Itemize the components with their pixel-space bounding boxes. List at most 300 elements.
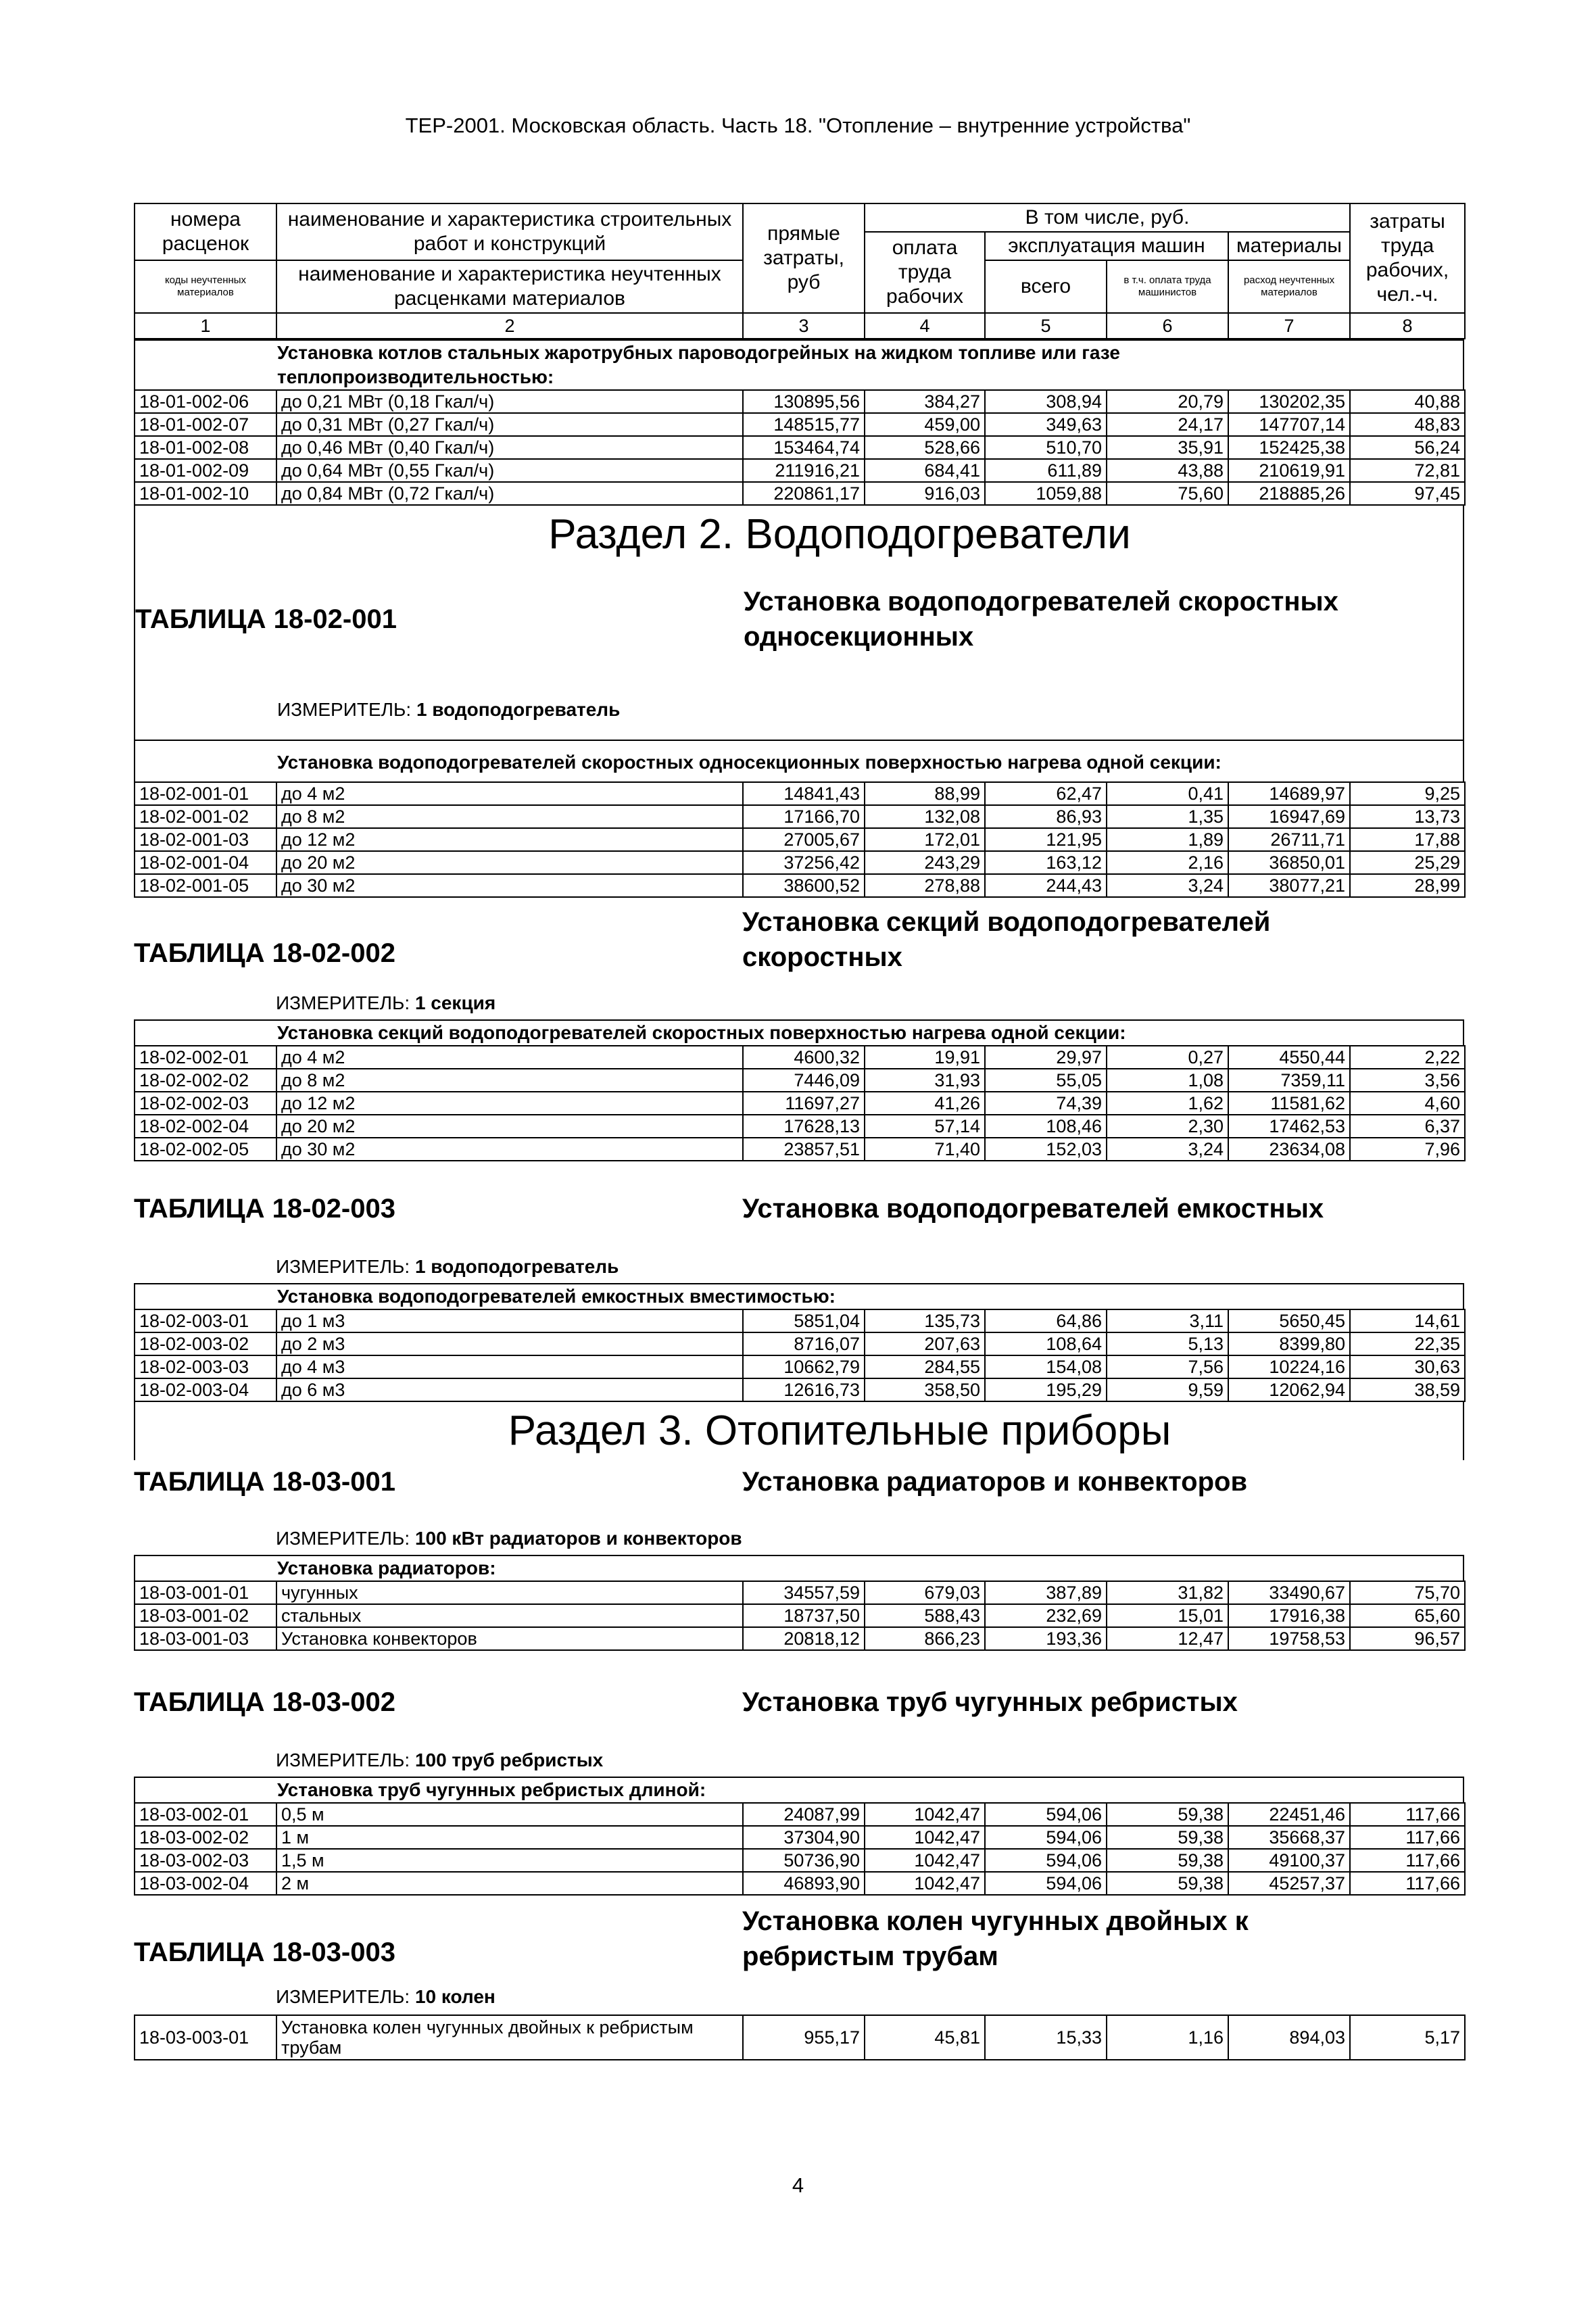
value-cell-c5: 510,70 [985, 436, 1107, 459]
work-name-cell: 1 м [276, 1826, 743, 1849]
value-cell-c8: 13,73 [1350, 805, 1465, 828]
value-cell-c3: 211916,21 [743, 459, 865, 482]
rate-code-cell: 18-01-002-09 [135, 459, 276, 482]
column-header [134, 203, 1466, 339]
value-cell-c3: 955,17 [743, 2015, 865, 2060]
value-cell-c5: 29,97 [985, 1046, 1107, 1069]
value-cell-c6: 12,47 [1107, 1627, 1228, 1650]
table-row [135, 1138, 1465, 1161]
measure-value: 100 труб ребристых [414, 1750, 604, 1770]
value-cell-c7: 49100,37 [1228, 1849, 1350, 1872]
work-name-cell: стальных [276, 1604, 743, 1627]
table-title: Установка колен чугунных двойных к ребристым трубам [742, 1906, 1249, 1971]
value-cell-c5: 74,39 [985, 1092, 1107, 1115]
value-cell-c8: 117,66 [1350, 1872, 1465, 1895]
value-cell-c8: 17,88 [1350, 828, 1465, 851]
header-col7: расход неучтенных материалов [1228, 260, 1350, 313]
value-cell-c5: 193,36 [985, 1627, 1107, 1650]
value-cell-c3: 17628,13 [743, 1115, 865, 1138]
table-caption [134, 1019, 1464, 1045]
table-row [135, 1309, 1465, 1332]
rate-table [134, 1045, 1466, 1161]
measure-label: ИЗМЕРИТЕЛЬ: [276, 1986, 410, 2007]
header-index: 7 [1228, 313, 1350, 339]
value-cell-c3: 8716,07 [743, 1332, 865, 1355]
caption-line: Установка водоподогревателей скоростных односекционных поверхностью нагрева одной секции: [277, 752, 1222, 773]
work-name-cell: до 0,84 МВт (0,72 Гкал/ч) [276, 482, 743, 505]
table-title: Установка водоподогревателей емкостных [742, 1194, 1324, 1224]
boilers-caption [134, 339, 1464, 389]
value-cell-c4: 71,40 [865, 1138, 985, 1161]
rate-table [134, 2015, 1466, 2060]
value-cell-c8: 96,57 [1350, 1627, 1465, 1650]
value-cell-c5: 611,89 [985, 459, 1107, 482]
value-cell-c8: 65,60 [1350, 1604, 1465, 1627]
rate-code-cell: 18-02-001-04 [135, 851, 276, 874]
value-cell-c8: 117,66 [1350, 1803, 1465, 1826]
rate-code-cell: 18-02-003-01 [135, 1309, 276, 1332]
value-cell-c8: 97,45 [1350, 482, 1465, 505]
work-name-cell: чугунных [276, 1581, 743, 1604]
value-cell-c7: 14689,97 [1228, 782, 1350, 805]
value-cell-c4: 916,03 [865, 482, 985, 505]
value-cell-c7: 147707,14 [1228, 413, 1350, 436]
table-code: ТАБЛИЦА 18-03-003 [134, 1937, 395, 1967]
work-name-cell: до 12 м2 [276, 828, 743, 851]
rate-code-cell: 18-03-002-04 [135, 1872, 276, 1895]
work-name-cell: до 4 м3 [276, 1355, 743, 1378]
value-cell-c8: 25,29 [1350, 851, 1465, 874]
value-cell-c3: 27005,67 [743, 828, 865, 851]
value-cell-c7: 152425,38 [1228, 436, 1350, 459]
table-row [135, 1604, 1465, 1627]
value-cell-c6: 3,24 [1107, 874, 1228, 897]
value-cell-c7: 45257,37 [1228, 1872, 1350, 1895]
table-row [135, 1627, 1465, 1650]
value-cell-c7: 35668,37 [1228, 1826, 1350, 1849]
value-cell-c7: 11581,62 [1228, 1092, 1350, 1115]
table-code: ТАБЛИЦА 18-02-003 [134, 1194, 395, 1224]
value-cell-c5: 594,06 [985, 1872, 1107, 1895]
section-heading [134, 506, 1464, 564]
value-cell-c3: 7446,09 [743, 1069, 865, 1092]
value-cell-c6: 59,38 [1107, 1826, 1228, 1849]
measure-value: 1 водоподогреватель [416, 699, 621, 720]
table-row [135, 1872, 1465, 1895]
value-cell-c7: 22451,46 [1228, 1803, 1350, 1826]
header-col3: прямые затраты, руб [743, 203, 865, 313]
value-cell-c5: 594,06 [985, 1803, 1107, 1826]
value-cell-c7: 12062,94 [1228, 1378, 1350, 1401]
rate-code-cell: 18-03-001-03 [135, 1627, 276, 1650]
table-row [135, 805, 1465, 828]
value-cell-c7: 218885,26 [1228, 482, 1350, 505]
table-heading-block [134, 898, 1464, 1019]
rate-code-cell: 18-01-002-06 [135, 390, 276, 413]
rate-code-cell: 18-02-003-04 [135, 1378, 276, 1401]
value-cell-c4: 57,14 [865, 1115, 985, 1138]
value-cell-c5: 163,12 [985, 851, 1107, 874]
value-cell-c4: 278,88 [865, 874, 985, 897]
caption-line: Установка секций водоподогревателей скоростных поверхностью нагрева одной секции: [277, 1022, 1126, 1043]
value-cell-c7: 17462,53 [1228, 1115, 1350, 1138]
measure-label: ИЗМЕРИТЕЛЬ: [276, 1528, 410, 1549]
header-materials: материалы [1228, 232, 1350, 260]
header-col2-bottom: наименование и характеристика неучтенных расценками материалов [276, 260, 743, 313]
value-cell-c8: 9,25 [1350, 782, 1465, 805]
caption-line: теплопроизводительностью: [277, 366, 554, 387]
page-header: ТЕР-2001. Московская область. Часть 18. "Отопление – внутренние устройства" [405, 114, 1191, 137]
measure-unit [276, 992, 495, 1014]
value-cell-c7: 7359,11 [1228, 1069, 1350, 1092]
value-cell-c3: 153464,74 [743, 436, 865, 459]
rate-code-cell: 18-02-002-05 [135, 1138, 276, 1161]
measure-value: 1 водоподогреватель [414, 1256, 619, 1277]
value-cell-c4: 135,73 [865, 1309, 985, 1332]
value-cell-c3: 34557,59 [743, 1581, 865, 1604]
header-col6: в т.ч. оплата труда машинистов [1107, 260, 1228, 313]
header-index: 2 [276, 313, 743, 339]
work-name-cell: до 2 м3 [276, 1332, 743, 1355]
value-cell-c6: 3,11 [1107, 1309, 1228, 1332]
table-row [135, 390, 1465, 413]
value-cell-c7: 23634,08 [1228, 1138, 1350, 1161]
rate-code-cell: 18-02-001-05 [135, 874, 276, 897]
header-index: 5 [985, 313, 1107, 339]
rate-code-cell: 18-01-002-08 [135, 436, 276, 459]
table-code: ТАБЛИЦА 18-03-001 [134, 1467, 395, 1497]
value-cell-c6: 2,30 [1107, 1115, 1228, 1138]
rate-code-cell: 18-03-002-02 [135, 1826, 276, 1849]
measure-value: 100 кВт радиаторов и конвекторов [414, 1528, 742, 1549]
value-cell-c4: 19,91 [865, 1046, 985, 1069]
value-cell-c8: 14,61 [1350, 1309, 1465, 1332]
table-row [135, 436, 1465, 459]
value-cell-c3: 5851,04 [743, 1309, 865, 1332]
measure-unit [276, 1986, 495, 2008]
table-row [135, 459, 1465, 482]
rate-code-cell: 18-02-002-01 [135, 1046, 276, 1069]
section-title: Раздел 3. Отопительные приборы [508, 1407, 1171, 1454]
header-col5: всего [985, 260, 1107, 313]
measure-unit [276, 1528, 742, 1549]
rate-code-cell: 18-02-003-03 [135, 1355, 276, 1378]
measure-value: 10 колен [414, 1986, 495, 2007]
table-row [135, 1332, 1465, 1355]
table-title: Установка радиаторов и конвекторов [742, 1467, 1248, 1497]
value-cell-c8: 30,63 [1350, 1355, 1465, 1378]
work-name-cell: 2 м [276, 1872, 743, 1895]
rate-code-cell: 18-02-001-03 [135, 828, 276, 851]
value-cell-c4: 866,23 [865, 1627, 985, 1650]
value-cell-c8: 7,96 [1350, 1138, 1465, 1161]
value-cell-c4: 284,55 [865, 1355, 985, 1378]
value-cell-c6: 20,79 [1107, 390, 1228, 413]
value-cell-c5: 594,06 [985, 1826, 1107, 1849]
value-cell-c6: 9,59 [1107, 1378, 1228, 1401]
work-name-cell: 0,5 м [276, 1803, 743, 1826]
value-cell-c6: 59,38 [1107, 1872, 1228, 1895]
value-cell-c5: 349,63 [985, 413, 1107, 436]
work-name-cell: 1,5 м [276, 1849, 743, 1872]
value-cell-c6: 1,08 [1107, 1069, 1228, 1092]
measure-value: 1 секция [414, 992, 496, 1013]
value-cell-c5: 232,69 [985, 1604, 1107, 1627]
value-cell-c6: 0,41 [1107, 782, 1228, 805]
rate-code-cell: 18-02-003-02 [135, 1332, 276, 1355]
value-cell-c5: 55,05 [985, 1069, 1107, 1092]
table-heading-block [134, 1460, 1464, 1555]
value-cell-c3: 17166,70 [743, 805, 865, 828]
value-cell-c3: 37256,42 [743, 851, 865, 874]
work-name-cell: до 6 м3 [276, 1378, 743, 1401]
value-cell-c7: 5650,45 [1228, 1309, 1350, 1332]
value-cell-c3: 20818,12 [743, 1627, 865, 1650]
table-row [135, 1581, 1465, 1604]
header-machines: эксплуатация машин [985, 232, 1228, 260]
header-index: 8 [1350, 313, 1465, 339]
value-cell-c7: 210619,91 [1228, 459, 1350, 482]
header-col2-top: наименование и характеристика строительных работ и конструкций [276, 203, 743, 260]
rate-code-cell: 18-03-002-03 [135, 1849, 276, 1872]
value-cell-c7: 8399,80 [1228, 1332, 1350, 1355]
value-cell-c5: 62,47 [985, 782, 1107, 805]
value-cell-c3: 4600,32 [743, 1046, 865, 1069]
value-cell-c8: 5,17 [1350, 2015, 1465, 2060]
rate-code-cell: 18-03-002-01 [135, 1803, 276, 1826]
rate-table [134, 1802, 1466, 1896]
value-cell-c6: 1,35 [1107, 805, 1228, 828]
rate-code-cell: 18-03-001-02 [135, 1604, 276, 1627]
work-name-cell: до 0,21 МВт (0,18 Гкал/ч) [276, 390, 743, 413]
rate-code-cell: 18-02-001-01 [135, 782, 276, 805]
value-cell-c4: 358,50 [865, 1378, 985, 1401]
table-row [135, 413, 1465, 436]
work-name-cell: до 0,64 МВт (0,55 Гкал/ч) [276, 459, 743, 482]
table-title: Установка секций водоподогревателей скоростных [742, 907, 1271, 972]
table-heading-block [134, 564, 1464, 740]
table-row [135, 2015, 1465, 2060]
value-cell-c7: 17916,38 [1228, 1604, 1350, 1627]
table-title: Установка водоподогревателей скоростных односекционных [744, 587, 1338, 652]
table-row [135, 1803, 1465, 1826]
value-cell-c4: 1042,47 [865, 1826, 985, 1849]
value-cell-c5: 594,06 [985, 1849, 1107, 1872]
rate-code-cell: 18-01-002-10 [135, 482, 276, 505]
value-cell-c5: 308,94 [985, 390, 1107, 413]
value-cell-c5: 244,43 [985, 874, 1107, 897]
work-name-cell: до 8 м2 [276, 805, 743, 828]
value-cell-c8: 117,66 [1350, 1826, 1465, 1849]
work-name-cell: до 1 м3 [276, 1309, 743, 1332]
caption-line: Установка котлов стальных жаротрубных пароводогрейных на жидком топливе или газе [277, 342, 1120, 363]
value-cell-c3: 24087,99 [743, 1803, 865, 1826]
section-title: Раздел 2. Водоподогреватели [548, 511, 1131, 558]
value-cell-c6: 59,38 [1107, 1803, 1228, 1826]
value-cell-c4: 1042,47 [865, 1849, 985, 1872]
rate-code-cell: 18-02-002-02 [135, 1069, 276, 1092]
value-cell-c6: 15,01 [1107, 1604, 1228, 1627]
table-row [135, 1849, 1465, 1872]
caption-line: Установка водоподогревателей емкостных вместимостью: [277, 1286, 836, 1307]
table-code: ТАБЛИЦА 18-02-001 [135, 604, 397, 634]
value-cell-c8: 72,81 [1350, 459, 1465, 482]
table-heading-block [134, 1651, 1464, 1777]
value-cell-c6: 1,89 [1107, 828, 1228, 851]
value-cell-c3: 220861,17 [743, 482, 865, 505]
rate-table [134, 1581, 1466, 1651]
value-cell-c4: 207,63 [865, 1332, 985, 1355]
value-cell-c4: 31,93 [865, 1069, 985, 1092]
value-cell-c3: 130895,56 [743, 390, 865, 413]
measure-label: ИЗМЕРИТЕЛЬ: [277, 699, 412, 720]
value-cell-c8: 28,99 [1350, 874, 1465, 897]
page-number: 4 [792, 2173, 804, 2197]
value-cell-c8: 4,60 [1350, 1092, 1465, 1115]
work-name-cell: до 4 м2 [276, 782, 743, 805]
work-name-cell: Установка конвекторов [276, 1627, 743, 1650]
measure-unit [276, 1256, 619, 1278]
value-cell-c3: 37304,90 [743, 1826, 865, 1849]
value-cell-c5: 86,93 [985, 805, 1107, 828]
table-code: ТАБЛИЦА 18-03-002 [134, 1687, 395, 1717]
work-name-cell: до 8 м2 [276, 1069, 743, 1092]
value-cell-c8: 6,37 [1350, 1115, 1465, 1138]
table-heading-block [134, 1161, 1464, 1283]
rate-table [134, 1309, 1466, 1402]
document-body [134, 203, 1464, 2060]
value-cell-c6: 75,60 [1107, 482, 1228, 505]
value-cell-c4: 459,00 [865, 413, 985, 436]
section-heading [134, 1402, 1464, 1460]
value-cell-c6: 0,27 [1107, 1046, 1228, 1069]
rate-code-cell: 18-02-002-04 [135, 1115, 276, 1138]
header-index: 4 [865, 313, 985, 339]
table-caption [134, 1555, 1464, 1581]
value-cell-c5: 152,03 [985, 1138, 1107, 1161]
table-row [135, 1826, 1465, 1849]
value-cell-c4: 588,43 [865, 1604, 985, 1627]
value-cell-c7: 19758,53 [1228, 1627, 1350, 1650]
value-cell-c4: 45,81 [865, 2015, 985, 2060]
value-cell-c6: 1,62 [1107, 1092, 1228, 1115]
value-cell-c5: 195,29 [985, 1378, 1107, 1401]
value-cell-c6: 5,13 [1107, 1332, 1228, 1355]
table-caption [134, 1777, 1464, 1802]
table-row [135, 851, 1465, 874]
value-cell-c4: 243,29 [865, 851, 985, 874]
work-name-cell: до 30 м2 [276, 1138, 743, 1161]
value-cell-c4: 1042,47 [865, 1872, 985, 1895]
value-cell-c4: 88,99 [865, 782, 985, 805]
value-cell-c3: 12616,73 [743, 1378, 865, 1401]
value-cell-c8: 38,59 [1350, 1378, 1465, 1401]
table-row [135, 782, 1465, 805]
value-cell-c3: 14841,43 [743, 782, 865, 805]
header-col1-top: номера расценок [135, 203, 276, 260]
value-cell-c3: 18737,50 [743, 1604, 865, 1627]
value-cell-c5: 387,89 [985, 1581, 1107, 1604]
table-row [135, 482, 1465, 505]
header-index: 3 [743, 313, 865, 339]
work-name-cell: до 12 м2 [276, 1092, 743, 1115]
value-cell-c6: 1,16 [1107, 2015, 1228, 2060]
rate-code-cell: 18-02-002-03 [135, 1092, 276, 1115]
value-cell-c4: 132,08 [865, 805, 985, 828]
value-cell-c6: 7,56 [1107, 1355, 1228, 1378]
value-cell-c7: 10224,16 [1228, 1355, 1350, 1378]
value-cell-c8: 75,70 [1350, 1581, 1465, 1604]
value-cell-c6: 43,88 [1107, 459, 1228, 482]
value-cell-c3: 50736,90 [743, 1849, 865, 1872]
value-cell-c6: 3,24 [1107, 1138, 1228, 1161]
table-row [135, 828, 1465, 851]
value-cell-c8: 3,56 [1350, 1069, 1465, 1092]
work-name-cell: Установка колен чугунных двойных к ребристым трубам [276, 2015, 743, 2060]
table-row [135, 874, 1465, 897]
value-cell-c5: 64,86 [985, 1309, 1107, 1332]
value-cell-c5: 108,46 [985, 1115, 1107, 1138]
table-row [135, 1355, 1465, 1378]
value-cell-c8: 2,22 [1350, 1046, 1465, 1069]
value-cell-c4: 172,01 [865, 828, 985, 851]
value-cell-c3: 38600,52 [743, 874, 865, 897]
work-name-cell: до 0,31 МВт (0,27 Гкал/ч) [276, 413, 743, 436]
rate-code-cell: 18-02-001-02 [135, 805, 276, 828]
work-name-cell: до 20 м2 [276, 1115, 743, 1138]
table-row [135, 1092, 1465, 1115]
work-name-cell: до 20 м2 [276, 851, 743, 874]
table-row [135, 1378, 1465, 1401]
value-cell-c3: 10662,79 [743, 1355, 865, 1378]
table-code: ТАБЛИЦА 18-02-002 [134, 938, 395, 968]
caption-line: Установка труб чугунных ребристых длиной: [277, 1779, 706, 1800]
value-cell-c7: 16947,69 [1228, 805, 1350, 828]
table-title: Установка труб чугунных ребристых [742, 1687, 1238, 1717]
measure-unit [277, 699, 620, 721]
value-cell-c8: 22,35 [1350, 1332, 1465, 1355]
header-col4: оплата труда рабочих [865, 232, 985, 313]
value-cell-c7: 26711,71 [1228, 828, 1350, 851]
table-caption [134, 740, 1464, 781]
value-cell-c6: 31,82 [1107, 1581, 1228, 1604]
table-heading-block [134, 1896, 1464, 2015]
value-cell-c3: 46893,90 [743, 1872, 865, 1895]
value-cell-c5: 154,08 [985, 1355, 1107, 1378]
measure-unit [276, 1750, 603, 1771]
value-cell-c8: 48,83 [1350, 413, 1465, 436]
header-col8: затраты труда рабочих, чел.-ч. [1350, 203, 1465, 313]
value-cell-c7: 36850,01 [1228, 851, 1350, 874]
header-index: 1 [135, 313, 276, 339]
value-cell-c5: 15,33 [985, 2015, 1107, 2060]
value-cell-c7: 33490,67 [1228, 1581, 1350, 1604]
value-cell-c4: 384,27 [865, 390, 985, 413]
value-cell-c5: 108,64 [985, 1332, 1107, 1355]
work-name-cell: до 30 м2 [276, 874, 743, 897]
value-cell-c4: 679,03 [865, 1581, 985, 1604]
value-cell-c3: 23857,51 [743, 1138, 865, 1161]
value-cell-c4: 684,41 [865, 459, 985, 482]
value-cell-c6: 2,16 [1107, 851, 1228, 874]
value-cell-c4: 41,26 [865, 1092, 985, 1115]
value-cell-c6: 35,91 [1107, 436, 1228, 459]
value-cell-c6: 59,38 [1107, 1849, 1228, 1872]
header-col1-bottom: коды неучтенных материалов [135, 260, 276, 313]
work-name-cell: до 4 м2 [276, 1046, 743, 1069]
rate-code-cell: 18-03-003-01 [135, 2015, 276, 2060]
value-cell-c7: 894,03 [1228, 2015, 1350, 2060]
